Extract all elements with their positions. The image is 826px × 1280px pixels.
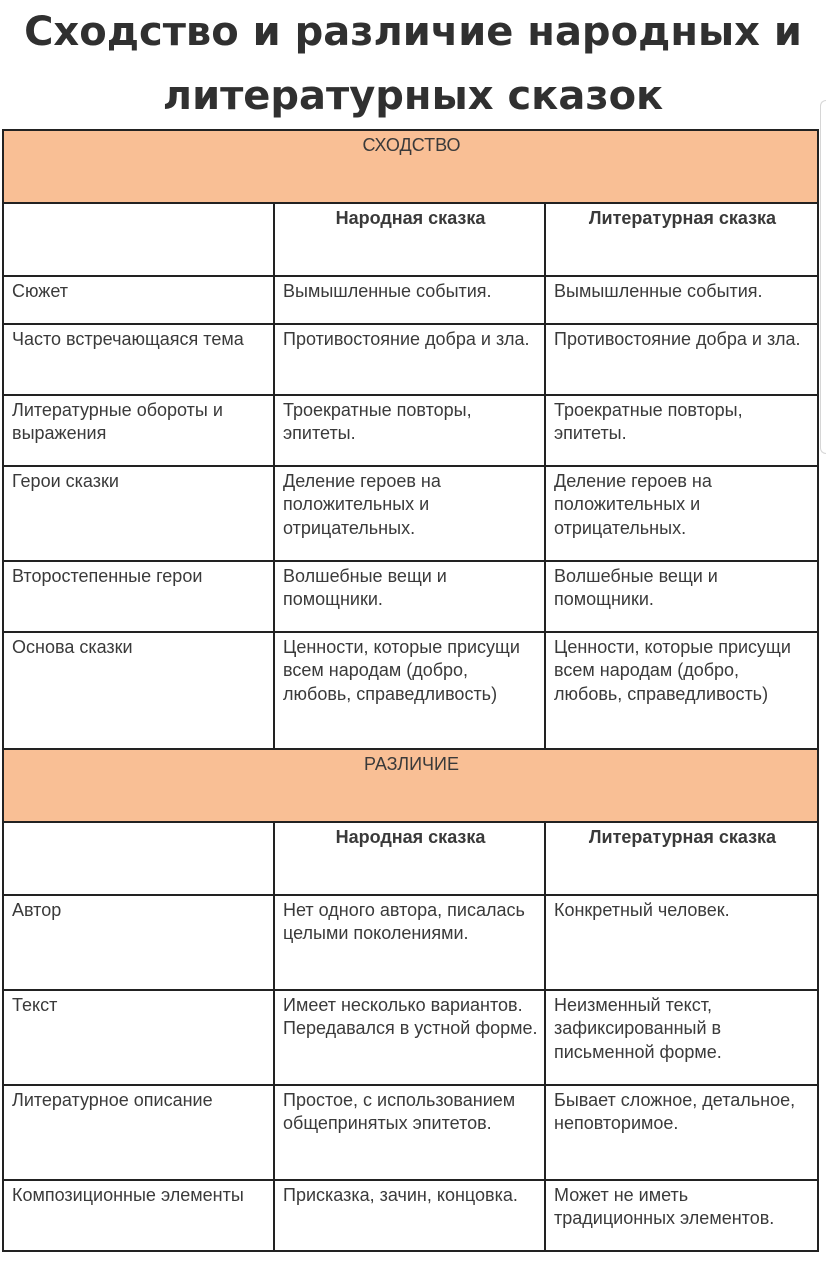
column-header-row: [3, 203, 818, 276]
section-header-similarity: СХОДСТВО: [3, 130, 818, 203]
table-row: [3, 895, 818, 990]
comparison-table: [2, 129, 819, 1252]
literary-cell: Деление героев на положительных и отрицательных.: [545, 466, 818, 561]
literary-cell: Противостояние добра и зла.: [545, 324, 818, 395]
table-row: [3, 1085, 818, 1180]
folk-cell: Противостояние добра и зла.: [274, 324, 545, 395]
section-header-row: [3, 130, 818, 203]
literary-cell: Неизменный текст, зафиксированный в письменной форме.: [545, 990, 818, 1085]
folk-cell: Присказка, зачин, концовка.: [274, 1180, 545, 1251]
column-header-feature: [3, 203, 274, 276]
folk-cell: Ценности, которые присущи всем народам (добро, любовь, справедливость): [274, 632, 545, 749]
feature-cell: Герои сказки: [3, 466, 274, 561]
folk-cell: Деление героев на положительных и отрицательных.: [274, 466, 545, 561]
scrollbar-edge: [820, 100, 826, 454]
table-row: [3, 561, 818, 632]
feature-cell: Второстепенные герои: [3, 561, 274, 632]
feature-cell: Композиционные элементы: [3, 1180, 274, 1251]
literary-cell: Троекратные повторы, эпитеты.: [545, 395, 818, 466]
column-header-folk: Народная сказка: [274, 822, 545, 895]
folk-cell: Простое, с использованием общепринятых эпитетов.: [274, 1085, 545, 1180]
feature-cell: Текст: [3, 990, 274, 1085]
table-row: [3, 276, 818, 324]
feature-cell: Автор: [3, 895, 274, 990]
section-header-difference: РАЗЛИЧИЕ: [3, 749, 818, 822]
feature-cell: Часто встречающаяся тема: [3, 324, 274, 395]
page-title-line-2: литературных сказок: [162, 73, 664, 119]
column-header-literary: Литературная сказка: [545, 822, 818, 895]
literary-cell: Волшебные вещи и помощники.: [545, 561, 818, 632]
table-row: [3, 466, 818, 561]
literary-cell: Бывает сложное, детальное, неповторимое.: [545, 1085, 818, 1180]
table-row: [3, 1180, 818, 1251]
column-header-folk: Народная сказка: [274, 203, 545, 276]
table-row: [3, 990, 818, 1085]
section-header-row: [3, 749, 818, 822]
literary-cell: Может не иметь традиционных элементов.: [545, 1180, 818, 1251]
folk-cell: Вымышленные события.: [274, 276, 545, 324]
folk-cell: Нет одного автора, писалась целыми поколениями.: [274, 895, 545, 990]
literary-cell: Ценности, которые присущи всем народам (добро, любовь, справедливость): [545, 632, 818, 749]
column-header-feature: [3, 822, 274, 895]
feature-cell: Литературное описание: [3, 1085, 274, 1180]
table-row: [3, 324, 818, 395]
literary-cell: Вымышленные события.: [545, 276, 818, 324]
folk-cell: Троекратные повторы, эпитеты.: [274, 395, 545, 466]
page-title-line-1: Сходство и различие народных и: [24, 9, 802, 55]
table-row: [3, 632, 818, 749]
feature-cell: Сюжет: [3, 276, 274, 324]
page-title: [0, 0, 826, 128]
feature-cell: Основа сказки: [3, 632, 274, 749]
folk-cell: Имеет несколько вариантов. Передавался в устной форме.: [274, 990, 545, 1085]
folk-cell: Волшебные вещи и помощники.: [274, 561, 545, 632]
feature-cell: Литературные обороты и выражения: [3, 395, 274, 466]
column-header-literary: Литературная сказка: [545, 203, 818, 276]
table-row: [3, 395, 818, 466]
literary-cell: Конкретный человек.: [545, 895, 818, 990]
column-header-row: [3, 822, 818, 895]
